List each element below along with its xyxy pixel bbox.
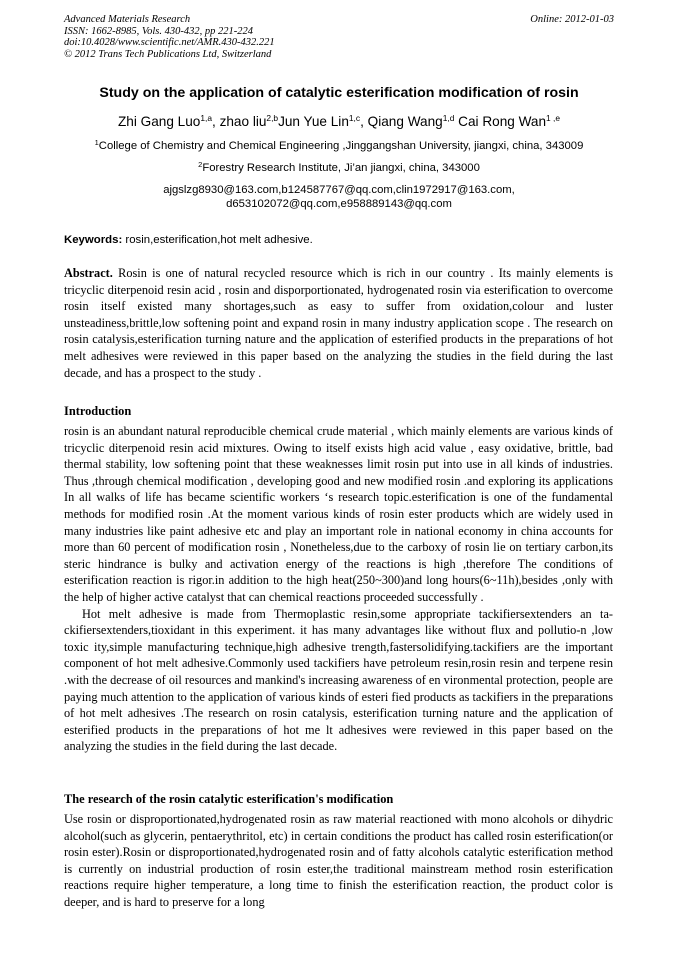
affiliation-1 [0,139,678,153]
issn-line: ISSN: 1662-8985, Vols. 430-432, pp 221-224 [64,25,253,37]
abstract-paragraph [64,265,613,381]
author-superscript: 2,b [266,113,279,123]
affiliation-marker: 2 [198,160,203,169]
journal-name: Advanced Materials Research [64,14,191,25]
keywords-label: Keywords: [64,234,123,246]
author-name: Zhi Gang Luo [117,114,201,129]
body-paragraph: rosin is an abundant natural reproducible chemical crude material , which mainly elements are various kinds of tricyclic diterpenoid resin acid mixtures. Owing to itself exists high acid value , easy oxidative, brittle, bad thermal stability, low softening point that these weaknesses limit rosin put into use in all kinds of industries. Thus ,through chemical modification , developing good and new modified rosin .and exploring its applications In all walks of life has became scientific workers ‘s research topic.esterification is one of the fundamental methods for modified rosin .At the moment various kinds of rosin ester products which are widely used in many industries like paint adhesive etc and play an important role in national economy in china accounts for more than 60 percent of modification rosin , Nonetheless,due to the carboxy of rosin lie on tertiary carbon,its steric hindrance is bulky and activation energy of the reactions is high ,therefore The conditions of esterification reaction is rigor.in addition to the high heat(250~300)and long hours(6~11h),besides ,only with the help of higher active catalyst that can chemical reactions proceeded successfully . [64,424,613,604]
author-separator: , [360,114,368,129]
journal-header [64,14,275,60]
section-body [64,811,613,946]
author-name: Qiang Wang [367,114,443,129]
paper-title: Study on the application of catalytic esterification modification of rosin [99,85,579,101]
author-superscript: 1,c [348,113,361,123]
author-separator: , [212,114,220,129]
author-superscript: 1,d [442,113,455,123]
abstract [64,265,613,381]
introduction-body [64,423,613,755]
author-list [0,112,678,132]
abstract-label: Abstract. [64,266,113,280]
author-name: zhao liu [219,114,267,129]
affiliation-text: Forestry Research Institute, Ji’an jiangxi, china, 343000 [202,162,480,174]
body-paragraph: Hot melt adhesive is made from Thermoplastic resin,some appropriate tackifiersextenders an ta-ckifiersextenders,tioxidant in this experiment. it has many advantages like without flux and pollutio-n ,low toxic ity,simple manufacturing technique,high adhesive trength,fastersolidifying.tackifiers are the important component of hot melt adhesive.Commonly used tackifiers have petroleum resin,rosin resin and terpene resin .with the decrease of oil resources and mankind's increasing awareness of en vironmental protection, people are paying much attention to the application of various kinds of esteri fied products as tackifiers in the preparations of hot melt adhesives .The research on rosin catalysis, esterification turning nature and the application of esterified products in the preparations of hot me lt adhesives were reviewed in this paper based on the analyzing the studies in the field during the last decade. [64,606,613,754]
author-emails [0,183,678,211]
section-heading: The research of the rosin catalytic esterification's modification [64,792,394,806]
affiliation-2 [0,161,678,175]
author-superscript: 1,a [200,113,212,123]
keywords [64,233,313,247]
email-line: d653102072@qq.com,e958889143@qq.com [226,198,452,210]
introduction-heading: Introduction [64,404,132,418]
author-name: Jun Yue Lin [278,114,349,129]
copyright-line: © 2012 Trans Tech Publications Ltd, Switzerland [64,48,272,60]
email-line: ajgslzg8930@163.com,b124587767@qq.com,clin1972917@163.com, [163,184,515,196]
abstract-text: Rosin is one of natural recycled resource which is rich in our country . Its mainly elements is tricyclic diterpenoid resin acid , rosin and disporportionated, hydrogenated rosin via esterification to overcome rosin itself existed many shortages,such as easy to suffer from oxidation,colour and luster unsteadiness,brittle,low softening point and expand rosin in many industry application scope . The research on rosin catalysis,esterification turning nature and the application of esterified products in the preparations of hot melt adhesives were reviewed in this paper based on the analyzing the studies in the field during the last decade, and has a prospect to the study . [64,266,613,380]
affiliation-marker: 1 [94,138,99,147]
keywords-text: rosin,esterification,hot melt adhesive. [122,234,313,246]
author-superscript: 1 ,e [546,113,561,123]
online-date: Online: 2012-01-03 [530,14,614,25]
doi-line: doi:10.4028/www.scientific.net/AMR.430-432.221 [64,37,275,49]
body-paragraph: Use rosin or disproportionated,hydrogenated rosin as raw material reactioned with mono alcohols or dihydric alcohol(such as glycerin, pentaerythritol, etc) in certain conditions the product has called rosin esterification(or rosin ester).Rosin or disproportionated,hydrogenated rosin and of fatty alcohols catalytic esterification method is currently on industrial production of rosin ester,the traditional mainstream method rosin esterification reactions require higher temperature, a long time to finish the esterification reaction, the product color is deeper, and is hard to preserve for a long [64,812,613,909]
author-name: Cai Rong Wan [458,114,547,129]
affiliation-text: College of Chemistry and Chemical Engineering ,Jinggangshan University, jiangxi, china, 343009 [98,140,584,152]
